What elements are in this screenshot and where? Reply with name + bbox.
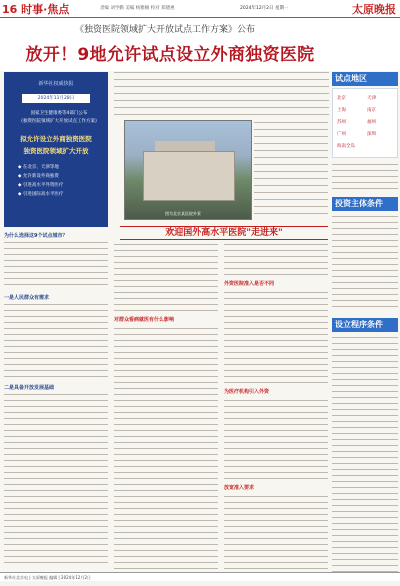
mid-subhead: 放宽准入要求 xyxy=(224,485,255,491)
city-label: 海南全岛 xyxy=(337,144,355,149)
box-big-1: 拟允许设立外商独资医院 xyxy=(20,135,92,143)
pilot-areas-heading: 试点地区 xyxy=(332,72,398,86)
city-label: 深圳 xyxy=(367,132,376,137)
photo-caption: 图为北京某医院外景 xyxy=(165,211,201,216)
procedure-heading: 设立程序条件 xyxy=(332,318,398,332)
pilot-map xyxy=(332,88,398,158)
page-footer: 新华社北京电 | 太原晚报 编辑 | 2024年12月2日 xyxy=(0,572,400,581)
newspaper-logo: 太原晚报 xyxy=(352,3,396,16)
masthead xyxy=(0,0,400,18)
box-bullet: ◆ 引进国际高水平医疗 xyxy=(18,192,64,197)
article-col-right xyxy=(224,244,328,580)
mid-subhead: 外资医院准入是否不同 xyxy=(224,281,275,287)
right-column xyxy=(332,72,398,577)
headline: 放开！9地允许试点设立外商独资医院 xyxy=(25,45,315,65)
mid-subhead: 对群众看病就医有什么影响 xyxy=(114,317,175,323)
city-label: 南京 xyxy=(367,108,376,113)
city-label: 福州 xyxy=(367,120,376,125)
body-text xyxy=(4,394,108,568)
box-line-1: 国家卫生健康委等4部门公布 xyxy=(30,111,88,116)
editor-credits: 责编 刘学勤 美编 杨雅楠 校对 郑德惠 xyxy=(100,6,175,11)
photo-side-text xyxy=(254,122,328,220)
city-label: 天津 xyxy=(367,96,376,101)
mid-subhead: 为医疗机构引入外资 xyxy=(224,389,270,395)
section-banner: 欢迎国外高水平医院"走进来" xyxy=(120,226,328,240)
box-label: 新华社权威快报 xyxy=(38,81,74,87)
box-big-2: 独资医院领域扩大开放 xyxy=(23,147,89,155)
intro-text xyxy=(114,72,329,118)
procedure-text xyxy=(332,337,398,577)
pilot-text xyxy=(332,164,398,194)
body-text xyxy=(4,242,108,290)
city-label: 上海 xyxy=(337,108,346,113)
middle-column xyxy=(114,72,329,577)
box-bullet: ◆ 在北京、天津等地 xyxy=(18,165,59,170)
left-column xyxy=(4,72,112,577)
body-text xyxy=(4,304,108,382)
box-line-2: 《独资医院领域扩大开放试点工作方案》 xyxy=(18,119,100,124)
investor-heading: 投资主体条件 xyxy=(332,197,398,211)
issue-date: 2024年12月2日 星期一 xyxy=(240,6,289,11)
box-bullet: ◆ 允许新设外商独资 xyxy=(18,174,59,179)
city-label: 广州 xyxy=(337,132,346,137)
section-title: 16 时事·焦点 xyxy=(2,3,70,16)
left-subhead-2: 一是人民群众有需求 xyxy=(4,295,50,301)
hospital-photo xyxy=(124,120,252,220)
left-subhead-1: 为什么选择这9个试点城市？ xyxy=(4,233,68,239)
infographic-box xyxy=(4,72,108,227)
city-label: 苏州 xyxy=(337,120,346,125)
box-bullet: ◆ 引进高水平外资医疗 xyxy=(18,183,64,188)
article-columns xyxy=(114,244,329,564)
investor-text xyxy=(332,216,398,312)
box-date: 2024年11月28日 xyxy=(22,94,90,103)
left-subhead-3: 二是具备开放发展基础 xyxy=(4,385,55,391)
headline-area xyxy=(0,18,400,71)
article-col-left xyxy=(114,244,218,586)
city-label: 北京 xyxy=(337,96,346,101)
kicker: 《独资医院领域扩大开放试点工作方案》公布 xyxy=(74,25,255,35)
